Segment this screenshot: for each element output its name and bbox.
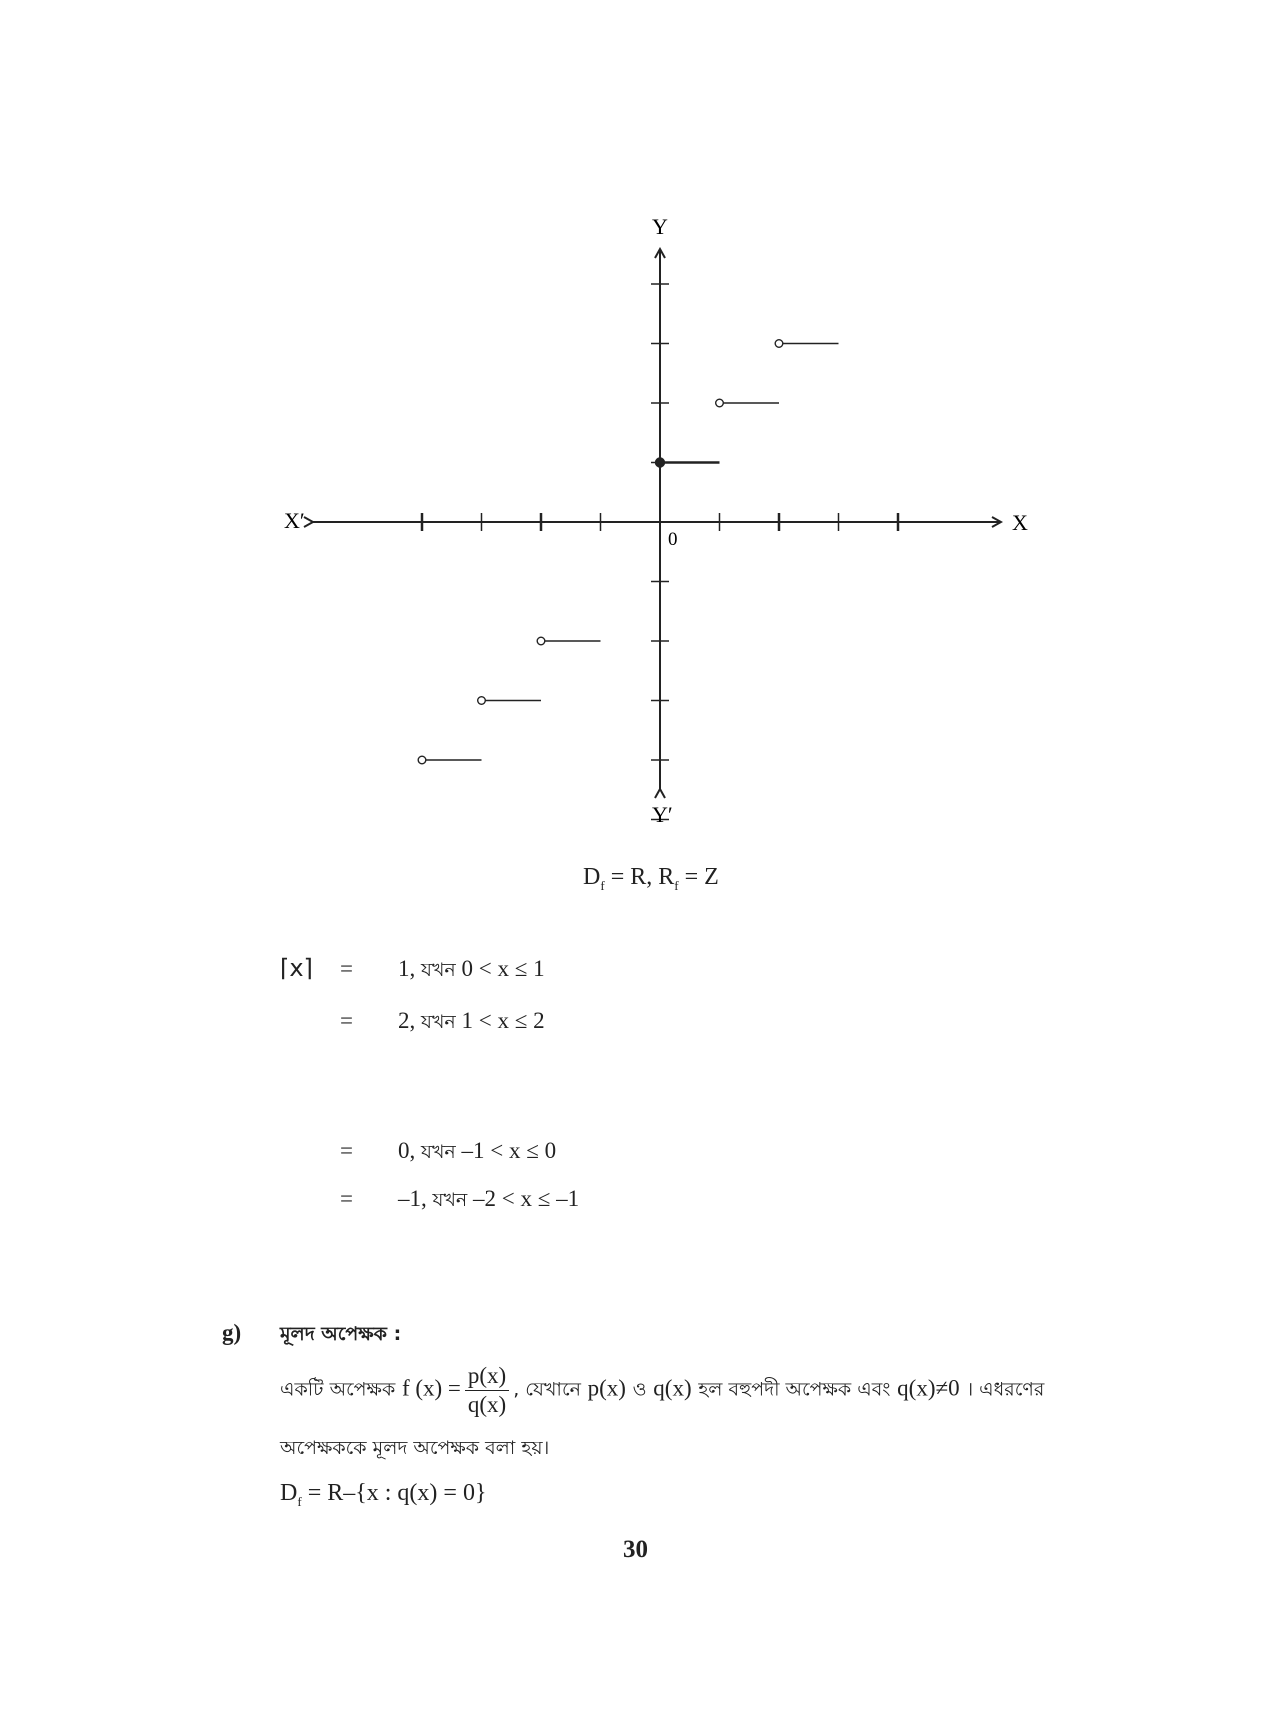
row-eq: = bbox=[340, 1186, 353, 1211]
fraction-numerator: p(x) bbox=[465, 1362, 509, 1391]
rational-fraction bbox=[465, 1362, 509, 1418]
domain-d: D bbox=[280, 1480, 298, 1506]
axis-label-x-neg: X′ bbox=[284, 508, 305, 533]
row-when-word: যখন bbox=[421, 959, 456, 981]
row-value: 2, bbox=[398, 1008, 416, 1033]
domain-subscript: f bbox=[600, 877, 605, 893]
row-condition: 0 < x ≤ 1 bbox=[461, 956, 545, 981]
page-number: 30 bbox=[623, 1536, 648, 1563]
ceiling-row bbox=[340, 1186, 353, 1212]
open-endpoint bbox=[716, 399, 724, 407]
rational-domain bbox=[280, 1480, 486, 1510]
definition-line-2: অপেক্ষককে মূলদ অপেক্ষক বলা হয়। bbox=[280, 1437, 550, 1459]
open-endpoint bbox=[775, 340, 783, 348]
range-subscript: f bbox=[674, 877, 679, 893]
qx-term: q(x) bbox=[653, 1375, 692, 1401]
domain-symbol: D bbox=[583, 864, 601, 890]
open-endpoint bbox=[537, 637, 545, 645]
domain-range-statement bbox=[583, 864, 719, 894]
row-when-word: যখন bbox=[421, 1011, 456, 1033]
open-endpoint bbox=[478, 697, 486, 705]
definition-line bbox=[280, 1362, 1044, 1418]
range-symbol: R bbox=[658, 864, 675, 890]
fraction-denominator: q(x) bbox=[467, 1391, 507, 1417]
ceiling-row bbox=[398, 1008, 545, 1040]
closed-endpoint bbox=[656, 458, 665, 467]
row-when-word: যখন bbox=[421, 1141, 456, 1163]
row-condition: 1 < x ≤ 2 bbox=[461, 1008, 545, 1033]
ceiling-row bbox=[398, 1138, 556, 1170]
range-value: = Z bbox=[678, 864, 719, 890]
origin-label: 0 bbox=[668, 529, 678, 550]
open-endpoint bbox=[418, 756, 426, 764]
row-value: 0, bbox=[398, 1138, 416, 1163]
ceiling-row bbox=[340, 1008, 353, 1034]
axis-label-y: Y bbox=[652, 214, 668, 239]
section-title: মূলদ অপেক্ষক : bbox=[280, 1323, 402, 1345]
axis-label-y-neg: Y′ bbox=[652, 802, 673, 827]
nonzero-condition: q(x)≠0 bbox=[897, 1375, 960, 1401]
row-when-word: যখন bbox=[432, 1189, 468, 1211]
axis-label-x: X bbox=[1012, 510, 1028, 535]
row-value: 1, bbox=[398, 956, 416, 981]
function-lhs: f (x) = bbox=[401, 1375, 461, 1401]
and-text: ও bbox=[632, 1378, 647, 1401]
row-condition: –2 < x ≤ –1 bbox=[473, 1186, 580, 1211]
ceiling-row bbox=[340, 956, 353, 982]
row-condition: –1 < x ≤ 0 bbox=[461, 1138, 557, 1163]
where-text: , যেখানে bbox=[513, 1378, 581, 1401]
row-eq: = bbox=[340, 1008, 353, 1033]
ceiling-row bbox=[340, 1138, 353, 1164]
row-eq: = bbox=[340, 956, 353, 981]
ceiling-symbol: ⌈x⌉ bbox=[280, 954, 313, 982]
domain-d-subscript: f bbox=[297, 1493, 302, 1509]
row-value: –1, bbox=[398, 1186, 427, 1211]
domain-expression: = R–{x : q(x) = 0} bbox=[301, 1480, 487, 1506]
intro-text: একটি অপেক্ষক bbox=[280, 1378, 396, 1401]
section-letter: g) bbox=[222, 1320, 242, 1345]
ceiling-row bbox=[398, 1186, 579, 1218]
px-term: p(x) bbox=[587, 1375, 626, 1401]
row-eq: = bbox=[340, 1138, 353, 1163]
polynomial-text: হল বহুপদী অপেক্ষক এবং bbox=[698, 1378, 891, 1401]
ceiling-row bbox=[398, 956, 545, 988]
tail-text: । এধরণের bbox=[966, 1378, 1045, 1401]
domain-value: = R, bbox=[604, 864, 659, 890]
